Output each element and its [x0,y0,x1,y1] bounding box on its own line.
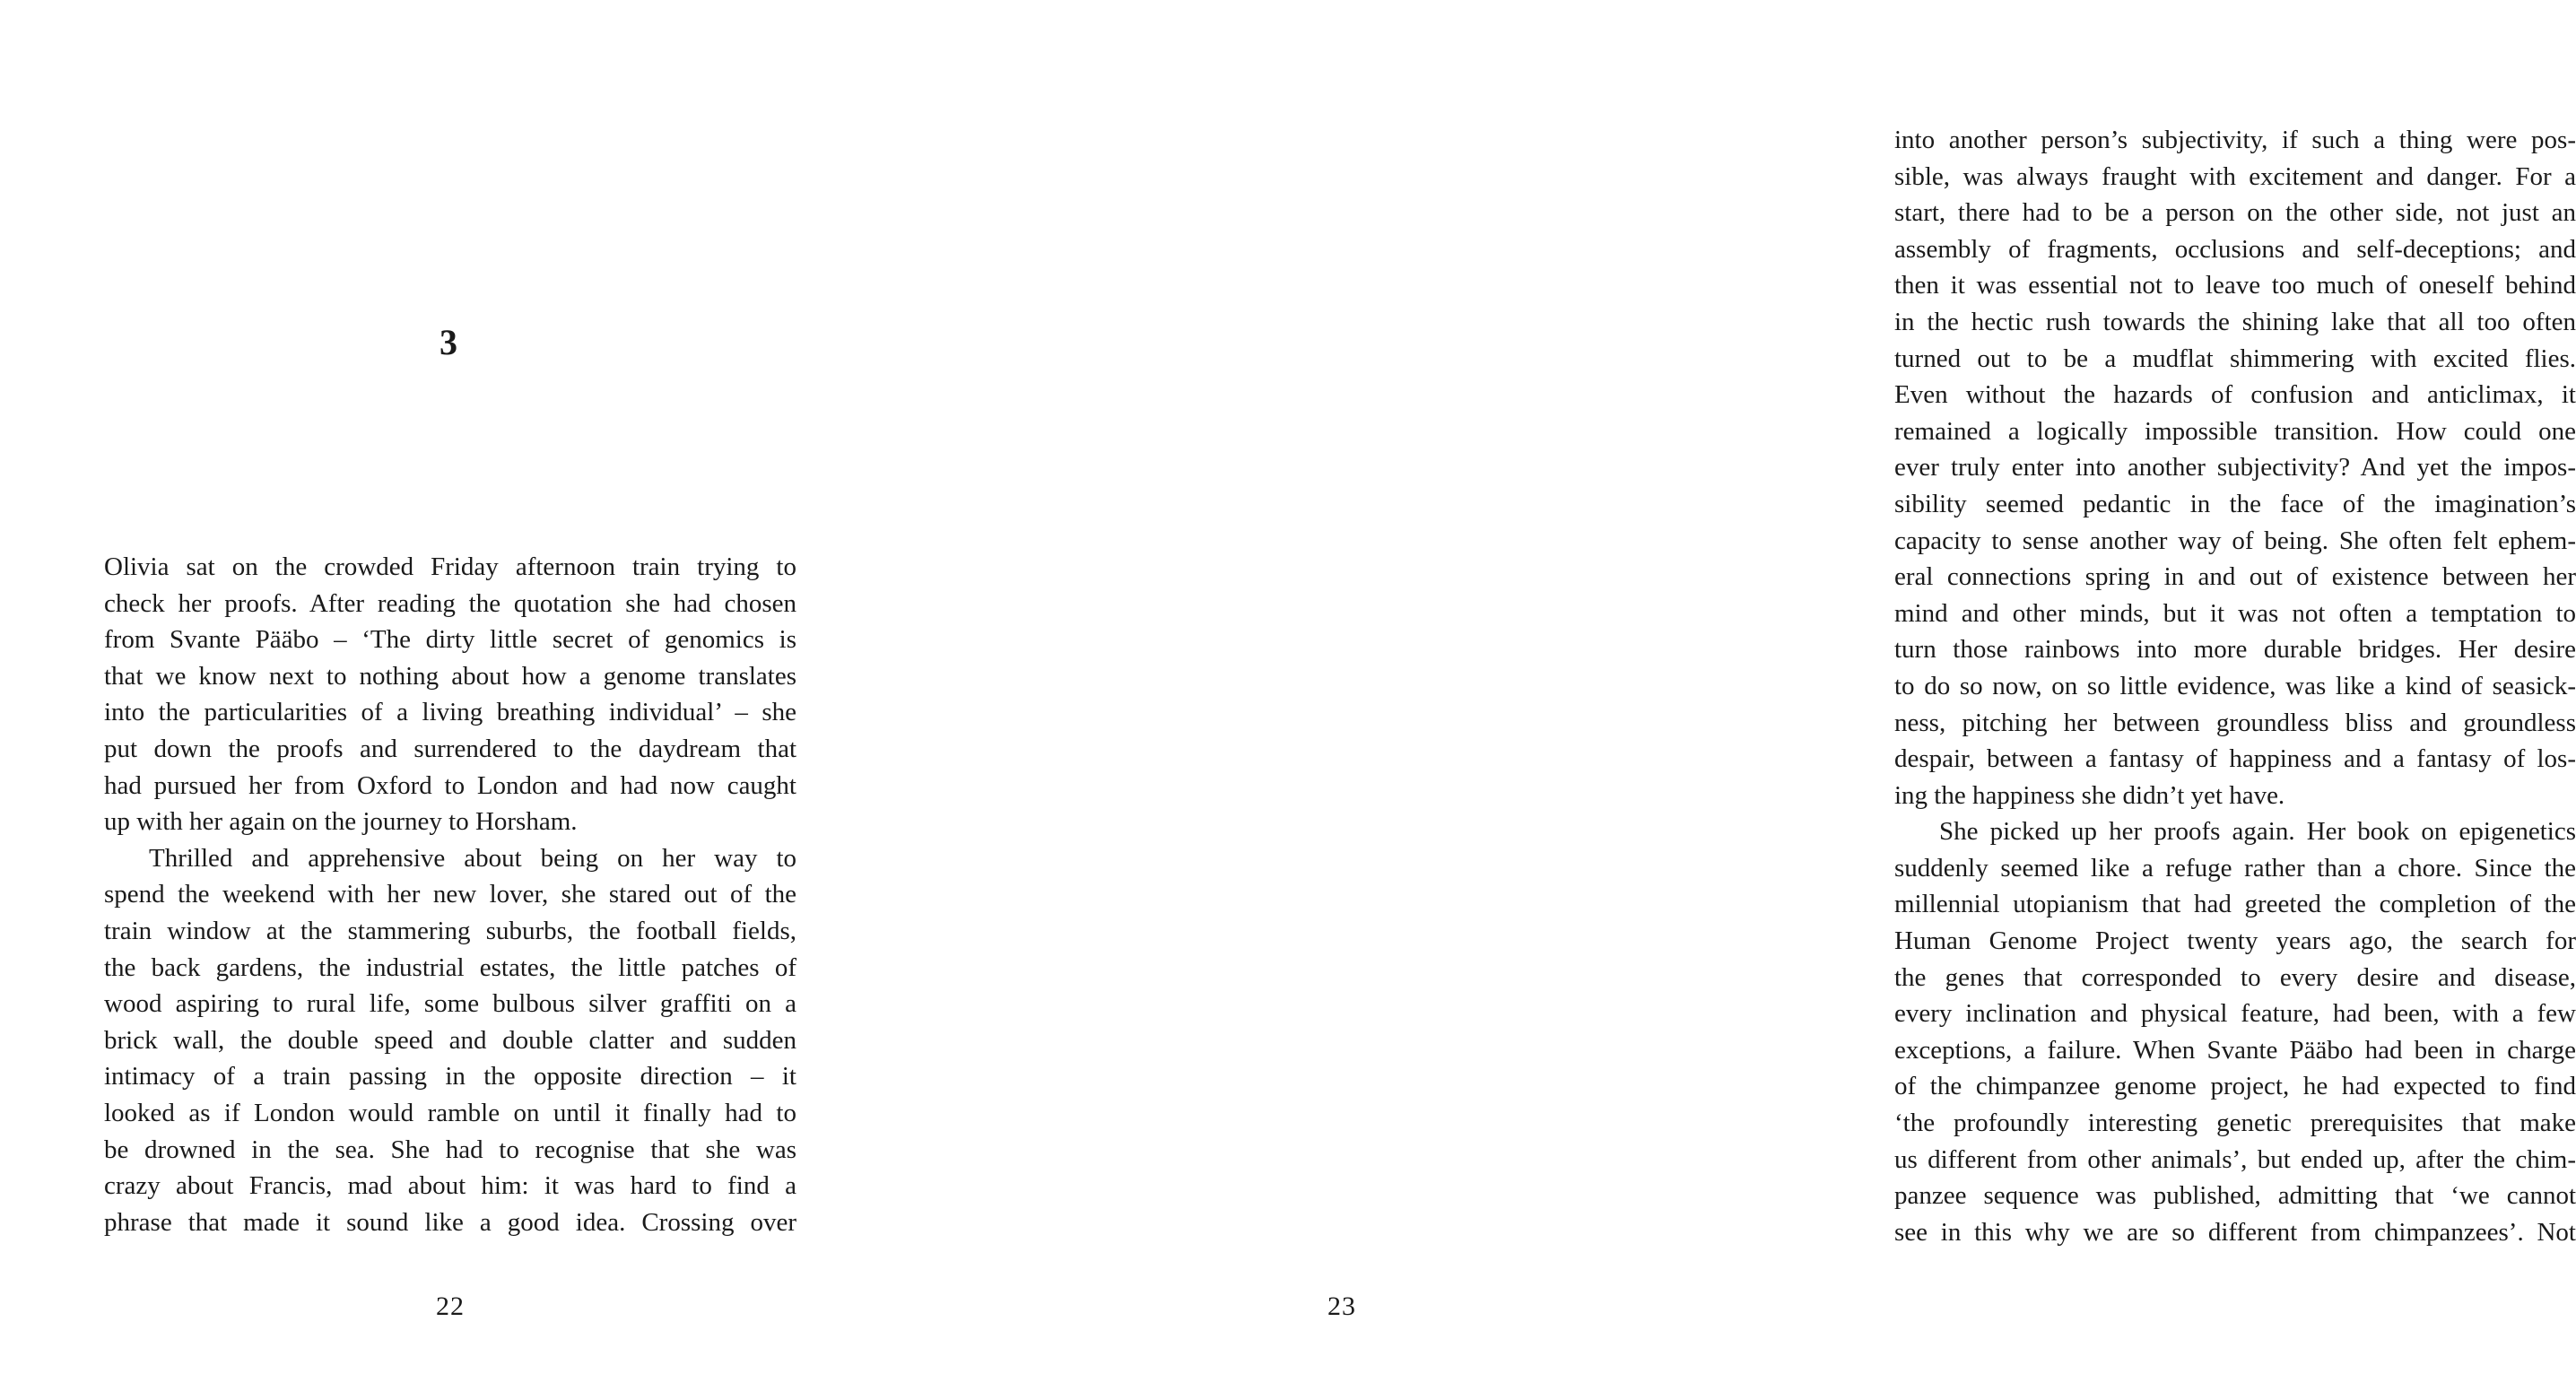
text-line: ing the happiness she didn’t yet have. [1894,780,2285,810]
text-line: millennial utopianism that had greeted the completion of the [1894,890,2576,919]
text-line: brick wall, the double speed and double clatter and sudden [104,1025,796,1055]
text-line: exceptions, a failure. When Svante Pääbo had been in charge [1894,1035,2576,1065]
text-line: Human Genome Project twenty years ago, the search for [1894,926,2576,956]
text-line: put down the proofs and surrendered to the daydream that [104,734,796,763]
text-line: She picked up her proofs again. Her book on epigenetics [1939,817,2576,847]
text-line: turn those rainbows into more durable bridges. Her desire [1894,635,2576,665]
text-line: Thrilled and apprehensive about being on her way to [149,843,796,873]
text-line: train window at the stammering suburbs, the football fields, [104,916,796,945]
text-line: suddenly seemed like a refuge rather than a chore. Since the [1894,853,2576,883]
text-line: to do so now, on so little evidence, was like a kind of seasick- [1894,671,2576,700]
text-line: start, there had to be a person on the other side, not just an [1894,198,2576,228]
text-line: that we know next to nothing about how a genome translates [104,661,796,691]
text-line: panzee sequence was published, admitting that ‘we cannot [1894,1181,2576,1211]
left-page [0,0,897,1400]
text-line: assembly of fragments, occlusions and self-deceptions; and [1894,234,2576,264]
text-line: despair, between a fantasy of happiness and a fantasy of los- [1894,744,2576,774]
page-number: 23 [1327,1291,1356,1321]
text-line: turned out to be a mudflat shimmering with excited flies. [1894,343,2576,373]
text-line: mind and other minds, but it was not often a temptation to [1894,598,2576,628]
text-line: then it was essential not to leave too much of oneself behind [1894,271,2576,300]
text-line: Olivia sat on the crowded Friday afternoon train trying to [104,552,796,581]
text-line: in the hectic rush towards the shining lake that all too often [1894,307,2576,336]
text-line: ness, pitching her between groundless bliss and groundless [1894,708,2576,737]
text-line: intimacy of a train passing in the opposite direction – it [104,1062,796,1091]
text-line: see in this why we are so different from chimpanzees’. Not [1894,1217,2576,1247]
page-number: 22 [436,1291,465,1321]
text-line: wood aspiring to rural life, some bulbous silver graffiti on a [104,989,796,1019]
text-line: sible, was always fraught with excitement and danger. For a [1894,161,2576,191]
right-page [897,0,2576,1400]
text-line: crazy about Francis, mad about him: it was hard to find a [104,1171,796,1201]
text-line: Even without the hazards of confusion and anticlimax, it [1894,380,2576,410]
text-line: up with her again on the journey to Horsham. [104,807,578,837]
text-line: had pursued her from Oxford to London and had now caught [104,770,796,800]
text-line: sibility seemed pedantic in the face of the imagination’s [1894,489,2576,518]
text-line: check her proofs. After reading the quotation she had chosen [104,588,796,618]
text-line: phrase that made it sound like a good idea. Crossing over [104,1207,796,1237]
right-page-text [1894,122,2576,1250]
text-line: eral connections spring in and out of existence between her [1894,562,2576,592]
text-line: ever truly enter into another subjectivity? And yet the impos- [1894,453,2576,483]
left-page-text [104,549,796,1240]
text-line: looked as if London would ramble on until it finally had to [104,1098,796,1127]
text-line: ‘the profoundly interesting genetic prerequisites that make [1894,1109,2576,1138]
text-line: the back gardens, the industrial estates, the little patches of [104,952,796,982]
text-line: from Svante Pääbo – ‘The dirty little secret of genomics is [104,625,796,655]
text-line: us different from other animals’, but ended up, after the chim- [1894,1144,2576,1174]
text-line: remained a logically impossible transition. How could one [1894,416,2576,446]
text-line: the genes that corresponded to every desire and disease, [1894,962,2576,992]
chapter-number: 3 [439,322,457,362]
text-line: capacity to sense another way of being. She often felt ephem- [1894,526,2576,555]
text-line: into another person’s subjectivity, if such a thing were pos- [1894,126,2576,154]
text-line: of the chimpanzee genome project, he had expected to find [1894,1072,2576,1101]
text-line: into the particularities of a living breathing individual’ – she [104,698,796,727]
text-line: be drowned in the sea. She had to recognise that she was [104,1135,796,1164]
text-line: spend the weekend with her new lover, she stared out of the [104,880,796,909]
text-line: every inclination and physical feature, had been, with a few [1894,999,2576,1029]
